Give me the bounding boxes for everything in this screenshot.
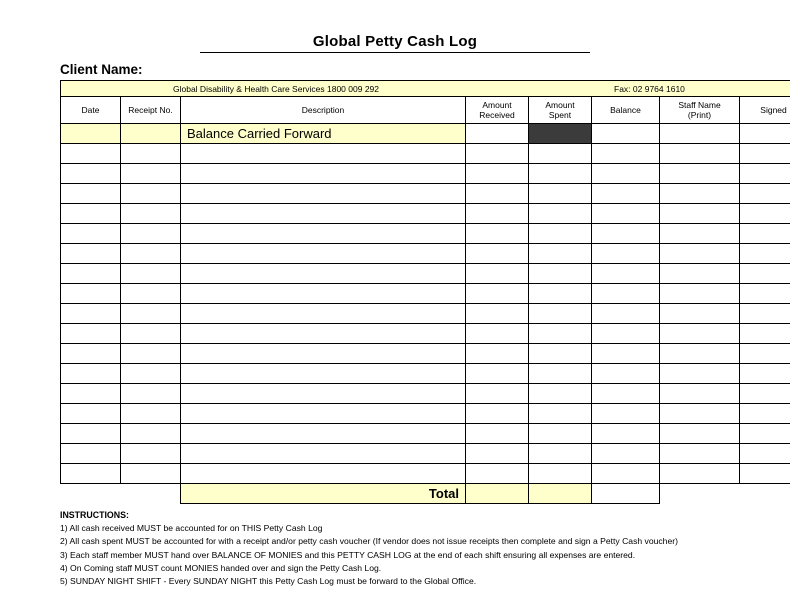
- cell-amount-received[interactable]: [466, 184, 529, 204]
- cell-date[interactable]: [61, 244, 121, 264]
- cell-date[interactable]: [61, 264, 121, 284]
- cell-signed[interactable]: [740, 224, 790, 244]
- table-row: [61, 204, 790, 224]
- cell-amount-received[interactable]: [466, 384, 529, 404]
- header-amount-received-line2: Received: [479, 110, 515, 120]
- header-amount-spent: [529, 97, 592, 124]
- cell-staff[interactable]: [660, 184, 740, 204]
- header-amount-spent-line1: Amount: [545, 100, 575, 110]
- instruction-item: 2) All cash spent MUST be accounted for with a receipt and/or petty cash voucher (If vendor does not issue receipts then complete and sign a Petty Cash voucher): [60, 536, 678, 547]
- total-label: Total: [181, 484, 466, 504]
- cell-receipt[interactable]: [121, 384, 181, 404]
- cell-receipt[interactable]: [121, 464, 181, 484]
- cell-amount-received[interactable]: [466, 404, 529, 424]
- cell-signed[interactable]: [740, 184, 790, 204]
- table-row: [61, 144, 790, 164]
- cell-receipt[interactable]: [121, 164, 181, 184]
- cell-balance[interactable]: [592, 304, 660, 324]
- cell-description[interactable]: [181, 344, 466, 364]
- instruction-item: 4) On Coming staff MUST count MONIES handed over and sign the Petty Cash Log.: [60, 562, 382, 573]
- cell-receipt[interactable]: [121, 324, 181, 344]
- cell-amount-received[interactable]: [466, 144, 529, 164]
- cell-amount-spent[interactable]: [529, 244, 592, 264]
- cell-amount-received[interactable]: [466, 204, 529, 224]
- total-amount-received-cell[interactable]: [466, 484, 529, 504]
- cell-date[interactable]: [61, 444, 121, 464]
- cell-amount-received[interactable]: [466, 264, 529, 284]
- cell-balance[interactable]: [592, 364, 660, 384]
- cell-signed[interactable]: [740, 444, 790, 464]
- cell-receipt[interactable]: [121, 224, 181, 244]
- cell-signed[interactable]: [740, 344, 790, 364]
- cell-amount-received[interactable]: [466, 344, 529, 364]
- cell-signed[interactable]: [740, 364, 790, 384]
- cell-staff[interactable]: [660, 344, 740, 364]
- client-name-label: Client Name:: [60, 62, 143, 77]
- cell-signed[interactable]: [740, 244, 790, 264]
- table-row: [61, 344, 790, 364]
- cell-amount-spent[interactable]: [529, 264, 592, 284]
- header-balance: Balance: [592, 97, 660, 124]
- cell-balance[interactable]: [592, 244, 660, 264]
- total-spacer-receipt: [121, 484, 181, 504]
- cell-amount-received[interactable]: [466, 464, 529, 484]
- cell-amount-spent[interactable]: [529, 404, 592, 424]
- cell-balance[interactable]: [592, 204, 660, 224]
- cell-amount-spent[interactable]: [529, 384, 592, 404]
- cell-description[interactable]: [181, 404, 466, 424]
- cell-balance[interactable]: [592, 164, 660, 184]
- table-row: [61, 284, 790, 304]
- cell-amount-received[interactable]: [466, 164, 529, 184]
- cell-description[interactable]: [181, 364, 466, 384]
- cell-amount-spent[interactable]: [529, 164, 592, 184]
- total-spacer-signed: [740, 484, 790, 504]
- cell-amount-spent[interactable]: [529, 184, 592, 204]
- cell-description[interactable]: [181, 224, 466, 244]
- cell-staff[interactable]: [660, 284, 740, 304]
- bcf-receipt-cell[interactable]: [121, 124, 181, 144]
- cell-staff[interactable]: [660, 364, 740, 384]
- cell-date[interactable]: [61, 184, 121, 204]
- cell-receipt[interactable]: [121, 364, 181, 384]
- total-balance-cell[interactable]: [592, 484, 660, 504]
- cell-balance[interactable]: [592, 404, 660, 424]
- org-info-row: [61, 81, 790, 97]
- cell-amount-received[interactable]: [466, 244, 529, 264]
- cell-receipt[interactable]: [121, 424, 181, 444]
- cell-description[interactable]: [181, 444, 466, 464]
- cell-staff[interactable]: [660, 424, 740, 444]
- org-fax: Fax: 02 9764 1610: [614, 83, 685, 94]
- cell-receipt[interactable]: [121, 284, 181, 304]
- bcf-balance-cell[interactable]: [592, 124, 660, 144]
- cell-staff[interactable]: [660, 144, 740, 164]
- cell-staff[interactable]: [660, 164, 740, 184]
- table-row: [61, 224, 790, 244]
- cell-description[interactable]: [181, 184, 466, 204]
- table-row: [61, 304, 790, 324]
- table-row: [61, 164, 790, 184]
- cell-receipt[interactable]: [121, 244, 181, 264]
- cell-receipt[interactable]: [121, 344, 181, 364]
- cell-receipt[interactable]: [121, 304, 181, 324]
- header-date: Date: [61, 97, 121, 124]
- cell-amount-spent[interactable]: [529, 364, 592, 384]
- cell-balance[interactable]: [592, 344, 660, 364]
- bcf-description-label: Balance Carried Forward: [181, 124, 466, 144]
- cell-date[interactable]: [61, 324, 121, 344]
- cell-signed[interactable]: [740, 164, 790, 184]
- header-signed: Signed: [740, 97, 790, 124]
- table-row: [61, 324, 790, 344]
- log-sheet: [60, 62, 787, 588]
- bcf-date-cell[interactable]: [61, 124, 121, 144]
- bcf-signed-cell[interactable]: [740, 124, 790, 144]
- header-staff-name-line1: Staff Name: [678, 100, 721, 110]
- cell-description[interactable]: [181, 384, 466, 404]
- table-row: [61, 424, 790, 444]
- balance-carried-forward-row: [61, 124, 790, 144]
- header-description: Description: [181, 97, 466, 124]
- instruction-item: 5) SUNDAY NIGHT SHIFT - Every SUNDAY NIGHT this Petty Cash Log must be forward to the Global Office.: [60, 576, 477, 587]
- table-row: [61, 384, 790, 404]
- cell-amount-spent[interactable]: [529, 304, 592, 324]
- petty-cash-table: [60, 80, 790, 504]
- table-row: [61, 364, 790, 384]
- cell-receipt[interactable]: [121, 444, 181, 464]
- cell-amount-received[interactable]: [466, 224, 529, 244]
- cell-balance[interactable]: [592, 224, 660, 244]
- table-row: [61, 244, 790, 264]
- instructions-block: [60, 509, 730, 588]
- cell-amount-received[interactable]: [466, 444, 529, 464]
- cell-signed[interactable]: [740, 304, 790, 324]
- cell-description[interactable]: [181, 244, 466, 264]
- cell-signed[interactable]: [740, 464, 790, 484]
- cell-description[interactable]: [181, 304, 466, 324]
- cell-signed[interactable]: [740, 424, 790, 444]
- cell-staff[interactable]: [660, 224, 740, 244]
- cell-balance[interactable]: [592, 284, 660, 304]
- cell-date[interactable]: [61, 304, 121, 324]
- cell-description[interactable]: [181, 144, 466, 164]
- cell-date[interactable]: [61, 344, 121, 364]
- cell-date[interactable]: [61, 284, 121, 304]
- cell-amount-spent[interactable]: [529, 144, 592, 164]
- total-amount-spent-cell[interactable]: [529, 484, 592, 504]
- cell-amount-received[interactable]: [466, 304, 529, 324]
- cell-signed[interactable]: [740, 384, 790, 404]
- total-spacer-staff: [660, 484, 740, 504]
- title-underline: [200, 52, 590, 53]
- cell-date[interactable]: [61, 384, 121, 404]
- cell-amount-received[interactable]: [466, 324, 529, 344]
- cell-receipt[interactable]: [121, 184, 181, 204]
- cell-receipt[interactable]: [121, 264, 181, 284]
- cell-staff[interactable]: [660, 444, 740, 464]
- cell-signed[interactable]: [740, 264, 790, 284]
- cell-date[interactable]: [61, 164, 121, 184]
- cell-amount-spent[interactable]: [529, 344, 592, 364]
- cell-amount-spent[interactable]: [529, 464, 592, 484]
- cell-receipt[interactable]: [121, 404, 181, 424]
- cell-balance[interactable]: [592, 424, 660, 444]
- total-row: [61, 484, 790, 504]
- cell-amount-received[interactable]: [466, 364, 529, 384]
- cell-balance[interactable]: [592, 444, 660, 464]
- table-row: [61, 264, 790, 284]
- cell-signed[interactable]: [740, 404, 790, 424]
- cell-signed[interactable]: [740, 144, 790, 164]
- org-info-cell: [61, 81, 790, 97]
- cell-description[interactable]: [181, 424, 466, 444]
- cell-date[interactable]: [61, 224, 121, 244]
- cell-balance[interactable]: [592, 264, 660, 284]
- cell-staff[interactable]: [660, 384, 740, 404]
- org-name: Global Disability & Health Care Services 1800 009 292: [173, 83, 380, 94]
- instructions-heading: INSTRUCTIONS:: [60, 510, 129, 520]
- header-receipt-no: Receipt No.: [121, 97, 181, 124]
- cell-receipt[interactable]: [121, 204, 181, 224]
- cell-balance[interactable]: [592, 384, 660, 404]
- cell-date[interactable]: [61, 404, 121, 424]
- cell-staff[interactable]: [660, 244, 740, 264]
- cell-date[interactable]: [61, 144, 121, 164]
- cell-description[interactable]: [181, 464, 466, 484]
- cell-amount-spent[interactable]: [529, 224, 592, 244]
- cell-signed[interactable]: [740, 204, 790, 224]
- cell-description[interactable]: [181, 204, 466, 224]
- cell-staff[interactable]: [660, 204, 740, 224]
- cell-date[interactable]: [61, 204, 121, 224]
- header-staff-name-line2: (Print): [687, 110, 712, 120]
- cell-balance[interactable]: [592, 324, 660, 344]
- cell-description[interactable]: [181, 284, 466, 304]
- cell-amount-spent[interactable]: [529, 324, 592, 344]
- header-amount-received-line1: Amount: [482, 100, 512, 110]
- cell-staff[interactable]: [660, 324, 740, 344]
- cell-receipt[interactable]: [121, 144, 181, 164]
- page-title: Global Petty Cash Log: [312, 33, 478, 50]
- table-header-row: [61, 97, 790, 124]
- table-row: [61, 404, 790, 424]
- header-amount-received: [466, 97, 529, 124]
- table-row: [61, 444, 790, 464]
- cell-date[interactable]: [61, 424, 121, 444]
- cell-description[interactable]: [181, 324, 466, 344]
- cell-date[interactable]: [61, 464, 121, 484]
- cell-staff[interactable]: [660, 464, 740, 484]
- cell-staff[interactable]: [660, 404, 740, 424]
- cell-amount-spent[interactable]: [529, 284, 592, 304]
- cell-signed[interactable]: [740, 284, 790, 304]
- bcf-amount-received-cell[interactable]: [466, 124, 529, 144]
- instruction-item: 3) Each staff member MUST hand over BALANCE OF MONIES and this PETTY CASH LOG at the end of each shift ensuring all expenses are entered.: [60, 549, 636, 560]
- table-row: [61, 464, 790, 484]
- total-spacer-date: [61, 484, 121, 504]
- header-staff-name: [660, 97, 740, 124]
- cell-amount-spent[interactable]: [529, 204, 592, 224]
- cell-staff[interactable]: [660, 264, 740, 284]
- cell-balance[interactable]: [592, 464, 660, 484]
- cell-staff[interactable]: [660, 304, 740, 324]
- instruction-item: 1) All cash received MUST be accounted for on THIS Petty Cash Log: [60, 523, 323, 534]
- cell-signed[interactable]: [740, 324, 790, 344]
- cell-amount-spent[interactable]: [529, 424, 592, 444]
- cell-amount-received[interactable]: [466, 424, 529, 444]
- cell-balance[interactable]: [592, 184, 660, 204]
- cell-date[interactable]: [61, 364, 121, 384]
- cell-description[interactable]: [181, 164, 466, 184]
- cell-balance[interactable]: [592, 144, 660, 164]
- header-amount-spent-line2: Spent: [548, 110, 572, 120]
- table-row: [61, 184, 790, 204]
- bcf-staff-cell[interactable]: [660, 124, 740, 144]
- cell-amount-spent[interactable]: [529, 444, 592, 464]
- cell-description[interactable]: [181, 264, 466, 284]
- cell-amount-received[interactable]: [466, 284, 529, 304]
- bcf-amount-spent-blocked-cell: [529, 124, 592, 144]
